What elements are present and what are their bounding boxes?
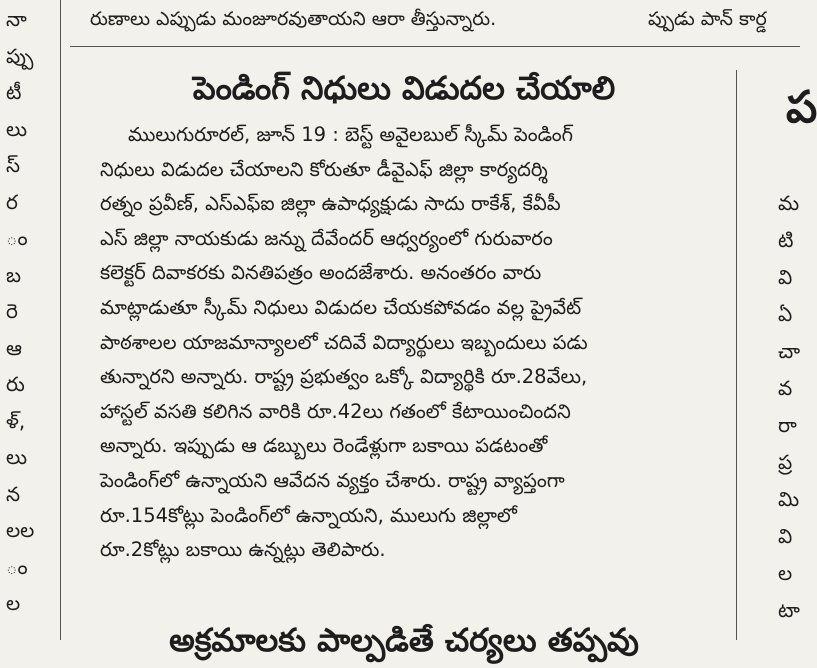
right-column-line: వి: [778, 265, 793, 289]
column-rule-right: [736, 70, 737, 640]
previous-article-last-line: రుణాలు ఎప్పుడు మంజూరవుతాయని ఆరా తీస్తున్నారు.: [90, 8, 497, 30]
adjacent-article-fragment: ప్పుడు పాన్ కార్డ: [648, 8, 767, 30]
article-body-line: ఎస్ జిల్లా నాయకుడు జన్ను దేవేందర్ ఆధ్వర్యంలో గురువారం: [100, 226, 553, 250]
left-column-line: రు: [6, 372, 25, 396]
next-article-headline: అక్రమాలకు పాల్పడితే చర్యలు తప్పవు: [169, 621, 639, 659]
left-column-line: ఆ: [6, 335, 22, 360]
left-column-line: ప్పు: [6, 43, 34, 68]
article-body-line: ములుగురూరల్, జూన్ 19 : బెస్ట్ అవైలబుల్ స్కీమ్ పెండింగ్: [128, 123, 574, 146]
previous-article-strip: [78, 0, 800, 44]
left-column-line: ం: [6, 554, 28, 579]
article-body-line: పెండింగ్‌లో ఉన్నాయని ఆవేదన వ్యక్తం చేశారు. రాష్ట్ర వ్యాప్తంగా: [100, 468, 565, 492]
right-column-line: ల: [778, 561, 793, 585]
left-column-line: నా: [6, 7, 27, 31]
right-column-line: టా: [778, 598, 800, 622]
left-column-line: లు: [6, 116, 28, 141]
top-separator-rule: [70, 46, 800, 47]
left-column-line: లు: [6, 445, 28, 469]
article-body-line: నిధులు విడుదల చేయాలని కోరుతూ డీవైఎఫ్ జిల్లా కార్యదర్శి: [100, 157, 548, 181]
article-body-line: రూ.2కోట్లు బకాయి ఉన్నట్లు తెలిపారు.: [100, 538, 386, 562]
left-column-line: ర: [6, 189, 18, 214]
left-column-line: ం: [6, 226, 28, 250]
left-column-line: లల: [6, 518, 35, 542]
article-body-line: హాస్టల్ వసతి కలిగిన వారికి రూ.42లు గతంలో కేటాయించిందని: [100, 399, 571, 423]
right-column-line: వ: [778, 376, 793, 400]
right-column-heading-fragment: ప: [786, 82, 817, 133]
article-body-line: కలెక్టర్ దివాకరకు వినతిపత్రం అందజేశారు. అనంతరం వారు: [100, 261, 542, 285]
article-body-line: అన్నారు. ఇప్పుడు ఆ డబ్బులు రెండేళ్లుగా బకాయి పడటంతో: [100, 434, 548, 458]
article-body-line: మాట్లాడుతూ స్కీమ్ నిధులు విడుదల చేయకపోవడం వల్ల ప్రైవేట్: [100, 295, 582, 319]
right-column-line: టి: [778, 228, 794, 252]
left-column-line: టీ: [6, 80, 22, 104]
left-column-line: బ: [6, 262, 21, 287]
right-column-line: చా: [778, 339, 801, 363]
left-column-line: ల: [6, 591, 21, 615]
article-body-line: తున్నారని అన్నారు. రాష్ట్ర ప్రభుత్వం ఒక్కో విద్యార్థికి రూ.28వేలు,: [100, 365, 588, 389]
left-column-line: ళ్,: [6, 408, 26, 433]
right-column-line: మ: [778, 191, 800, 215]
right-column-line: మి: [778, 487, 800, 511]
right-column-fragment: [742, 60, 817, 640]
left-column-line: న: [6, 481, 21, 506]
right-column-line: ఏ: [778, 302, 793, 326]
left-column-line: రె: [6, 299, 18, 323]
right-column-line: రా: [778, 413, 797, 437]
right-column-line: వి: [778, 524, 793, 548]
left-column-fragment: [0, 0, 52, 640]
column-rule-left: [60, 0, 61, 640]
article-headline: పెండింగ్ నిధులు విడుదల చేయాలి: [192, 69, 616, 107]
article-body-line: రత్నం ప్రవీణ్, ఎస్ఎఫ్ఐ జిల్లా ఉపాధ్యక్షుడు సాదు రాకేశ్, కేవీపీ: [100, 192, 561, 216]
article-body-line: పాఠశాలల యాజమాన్యాలలో చదివే విద్యార్థులు ఇబ్బందులు పడు: [100, 330, 588, 354]
right-column-line: ప్ర: [778, 450, 793, 474]
article-body-line: రూ.154కోట్లు పెండింగ్‌లో ఉన్నాయని, ములుగు జిల్లాలో: [100, 503, 517, 527]
article-body: [100, 118, 708, 568]
left-column-line: స్: [6, 153, 21, 177]
